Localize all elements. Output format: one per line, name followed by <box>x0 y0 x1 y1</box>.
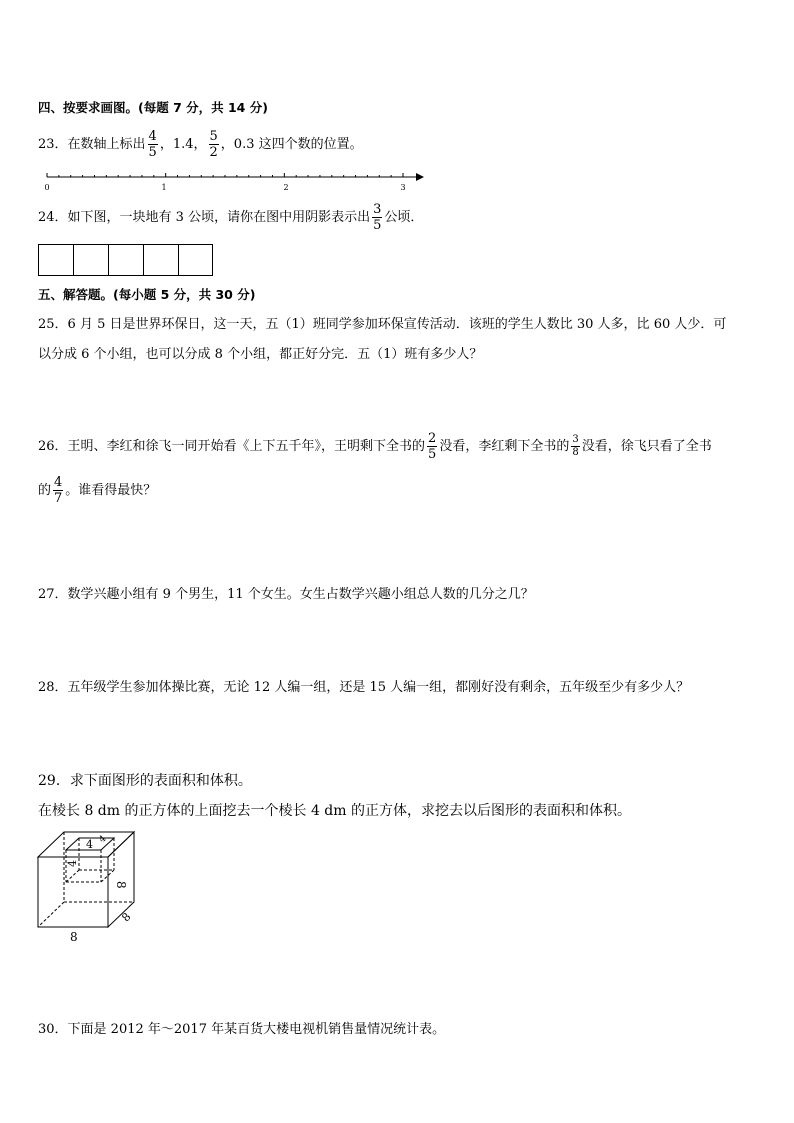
question-27: 27．数学兴趣小组有 9 个男生，11 个女生。女生占数学兴趣小组总人数的几分之几？ <box>38 587 534 602</box>
q26-part1: 26．王明、李红和徐飞一同开始看《上下五千年》，王明剩下全书的 <box>38 439 426 454</box>
cube-figure <box>34 826 154 946</box>
cube-label-top: 4 <box>86 838 93 851</box>
tick-label-3: 3 <box>400 183 406 192</box>
question-29-line-2: 在棱长 8 dm 的正方体的上面挖去一个棱长 4 dm 的正方体，求挖去以后图形的表面积和体积。 <box>38 803 631 819</box>
cube-label-small-side: 4 <box>66 860 79 867</box>
q26-fraction-3-8: $\frac{3}{8}$ <box>572 434 579 458</box>
question-25-line-2: 以分成 6 个小组，也可以分成 8 个小组，都正好分完．五（1）班有多少人？ <box>38 347 483 362</box>
grid-cell[interactable] <box>38 244 73 276</box>
cube-label-depth: 8 <box>119 910 134 925</box>
cavity-edge <box>66 870 79 882</box>
q26-line2-prefix: 的 <box>38 483 52 498</box>
grid-cell[interactable] <box>178 244 213 276</box>
q26-fraction-4-7: $\frac{4}{7}$ <box>54 475 63 506</box>
q26-line2-suffix: 。谁看得最快？ <box>65 483 157 498</box>
cube-hidden-edge <box>38 902 64 927</box>
question-29-line-1: 29．求下面图形的表面积和体积。 <box>38 773 252 789</box>
question-28: 28．五年级学生参加体操比赛，无论 12 人编一组，还是 15 人编一组，都刚好没有剩余，五年级至少有多少人？ <box>38 680 690 695</box>
q24-prefix: 24．如下图，一块地有 3 公顷，请你在图中用阴影表示出 <box>38 210 371 225</box>
q24-suffix: 公顷． <box>384 210 424 225</box>
question-24 <box>38 203 423 232</box>
grid-cell[interactable] <box>108 244 143 276</box>
cube-label-right: 8 <box>114 881 128 889</box>
cube-label-top-depth: 4 <box>97 833 109 846</box>
tick-label-1: 1 <box>161 183 167 192</box>
question-30: 30．下面是 2012 年～2017 年某百货大楼电视机销售量情况统计表。 <box>38 1022 446 1037</box>
q23-fraction-5-2: $\frac{5}{2}$ <box>209 129 218 160</box>
q24-fraction-3-5: $\frac{3}{5}$ <box>373 202 382 233</box>
q26-part3: 没看，徐飞只看了全书 <box>581 439 712 454</box>
question-25-line-1: 25．6 月 5 日是世界环保日，这一天，五（1）班同学参加环保宣传活动．该班的学生人数比 30 人多，比 60 人少．可 <box>38 317 727 332</box>
q23-prefix: 23．在数轴上标出 <box>38 137 146 152</box>
question-26-line-1 <box>38 432 712 461</box>
grid-cell[interactable] <box>143 244 178 276</box>
section-5-heading: 五、解答题。(每小题 5 分，共 30 分) <box>38 287 256 302</box>
tick-label-2: 2 <box>283 183 289 192</box>
q23-fraction-4-5: $\frac{4}{5}$ <box>148 129 157 160</box>
question-23 <box>38 130 363 159</box>
number-line-arrow-icon <box>416 173 424 181</box>
q26-fraction-2-5: $\frac{2}{5}$ <box>428 431 437 462</box>
tick-label-0: 0 <box>44 183 50 192</box>
q26-part2: 没看，李红剩下全书的 <box>439 439 570 454</box>
question-26-line-2 <box>38 476 156 505</box>
number-line-ticks <box>47 173 403 177</box>
number-line <box>36 168 426 194</box>
q23-mid: ，1.4， <box>159 137 207 152</box>
grid-cell[interactable] <box>73 244 108 276</box>
cube-label-bottom: 8 <box>70 930 78 944</box>
q23-suffix: ，0.3 这四个数的位置。 <box>220 137 363 152</box>
land-grid <box>38 244 213 276</box>
section-4-heading: 四、按要求画图。(每题 7 分，共 14 分) <box>38 100 268 115</box>
